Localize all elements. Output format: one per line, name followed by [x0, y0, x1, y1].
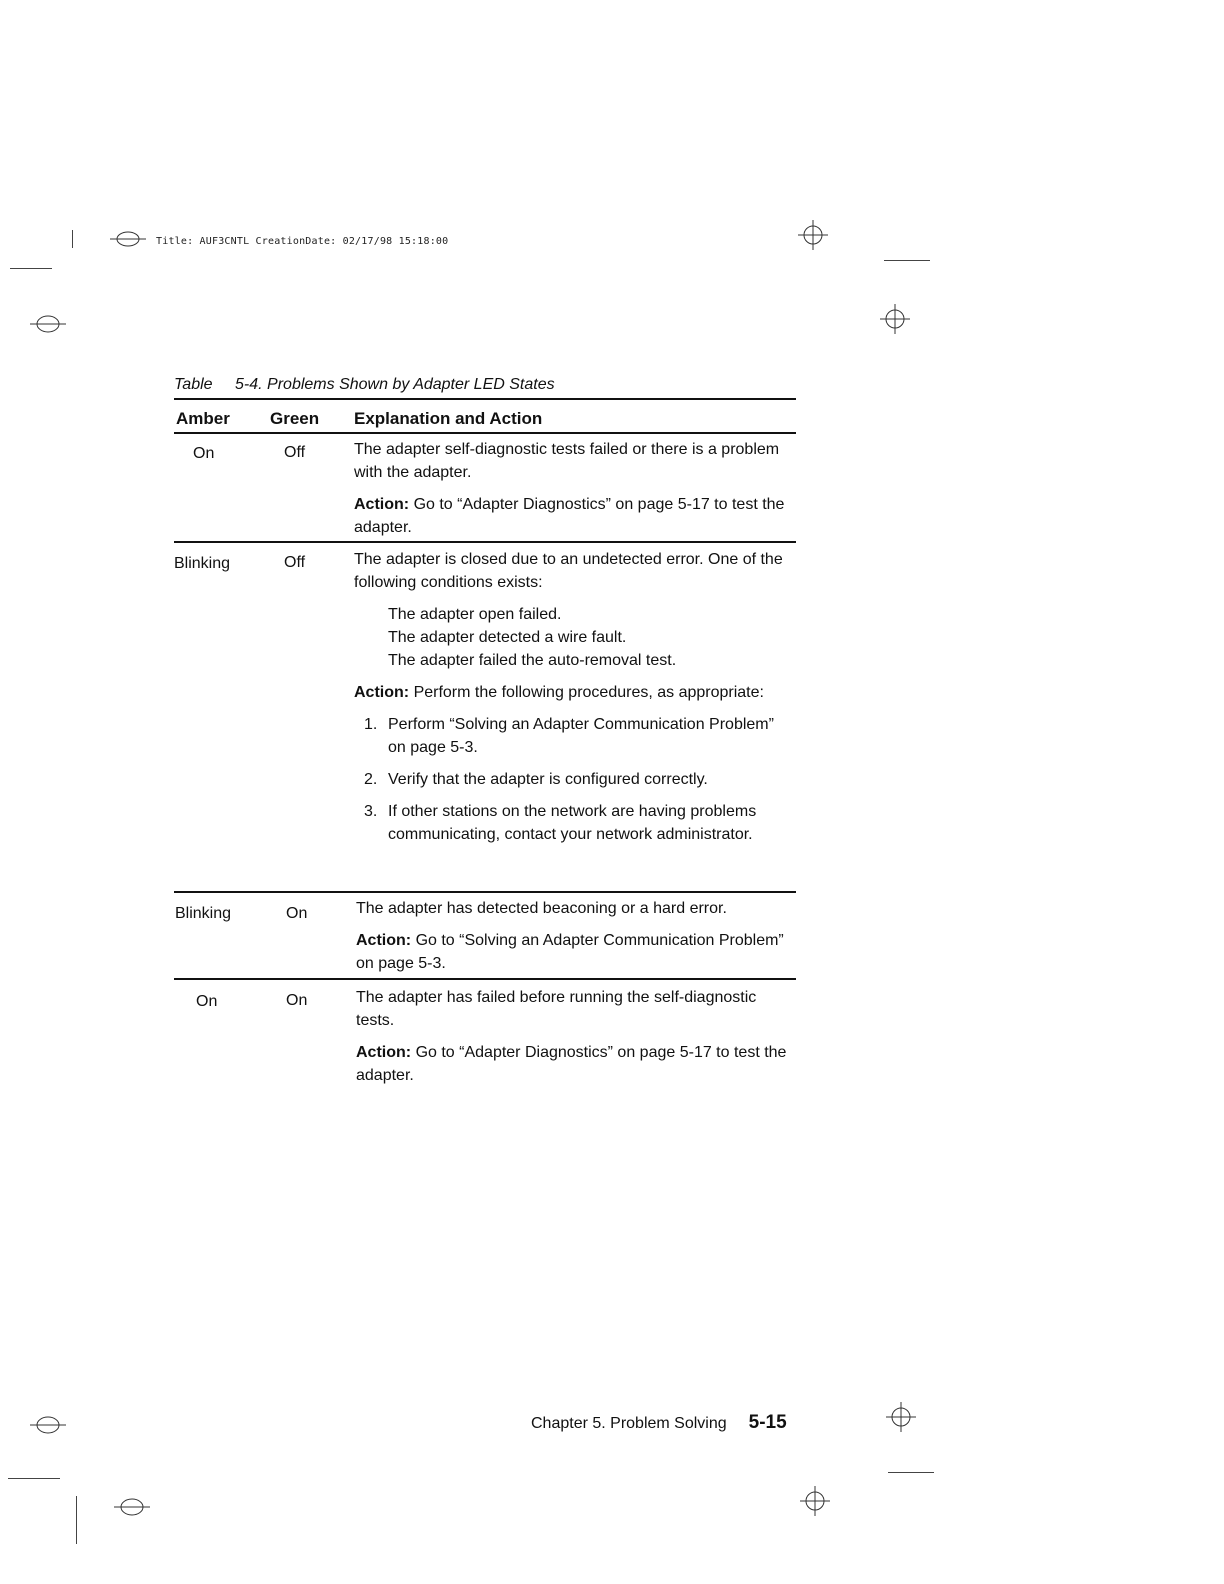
- caption-number: 5-4.: [235, 376, 263, 393]
- procedure-list: [354, 713, 794, 846]
- crop-mark-line: [8, 1478, 60, 1479]
- row-3-amber: Blinking: [175, 905, 232, 922]
- row-2-amber: Blinking: [174, 555, 231, 572]
- registration-mark-icon: [798, 1484, 832, 1518]
- action-label: Action:: [356, 932, 412, 949]
- row-2-green: Off: [284, 554, 306, 571]
- step-text: Perform “Solving an Adapter Communication Problem” on page 5-3.: [388, 716, 774, 756]
- action-text: Go to “Solving an Adapter Communication Problem” on page 5-3.: [356, 932, 784, 972]
- column-header-green: Green: [270, 409, 320, 428]
- row-2-explanation: [354, 548, 794, 855]
- list-item: [354, 713, 794, 759]
- row-1-green: Off: [284, 444, 306, 461]
- row-1-action: [354, 493, 794, 539]
- row-3-explanation: [356, 897, 796, 984]
- caption-title: Problems Shown by Adapter LED States: [267, 376, 555, 393]
- action-text: Go to “Adapter Diagnostics” on page 5-17 to test the adapter.: [356, 1044, 787, 1084]
- table-caption: [174, 376, 555, 394]
- step-text: Verify that the adapter is configured correctly.: [388, 771, 708, 788]
- step-number: 3.: [364, 803, 378, 820]
- chapter-title: Chapter 5. Problem Solving: [531, 1415, 727, 1432]
- column-header-explanation: Explanation and Action: [354, 409, 543, 428]
- row-1-amber: On: [193, 445, 215, 462]
- print-header: Title: AUF3CNTL CreationDate: 02/17/98 15:18:00: [156, 236, 449, 247]
- step-number: 2.: [364, 771, 378, 788]
- registration-mark-icon: [878, 302, 912, 336]
- list-item: [354, 800, 794, 846]
- crop-mark-line: [72, 230, 73, 248]
- action-label: Action:: [354, 496, 410, 513]
- caption-label: Table: [174, 376, 213, 393]
- step-number: 1.: [364, 716, 378, 733]
- action-text: Perform the following procedures, as appropriate:: [413, 684, 764, 701]
- action-label: Action:: [354, 684, 410, 701]
- row-2-action: [354, 681, 794, 704]
- registration-mark-icon: [28, 1412, 68, 1438]
- condition-list: [388, 603, 794, 672]
- step-text: If other stations on the network are having problems communicating, contact your network administrator.: [388, 803, 757, 843]
- condition-item: The adapter failed the auto-removal test.: [388, 652, 677, 669]
- crop-mark-line: [884, 260, 930, 261]
- row-divider: [174, 891, 796, 893]
- row-2-text: The adapter is closed due to an undetected error. One of the following conditions exists:: [354, 551, 783, 591]
- registration-mark-icon: [112, 1494, 152, 1520]
- column-header-amber: Amber: [176, 409, 230, 428]
- row-3-action: [356, 929, 796, 975]
- action-text: Go to “Adapter Diagnostics” on page 5-17 to test the adapter.: [354, 496, 785, 536]
- condition-item: The adapter open failed.: [388, 606, 562, 623]
- row-3-green: On: [286, 905, 308, 922]
- page-footer: [531, 1412, 787, 1434]
- table-top-rule: [174, 398, 796, 400]
- row-3-text: The adapter has detected beaconing or a hard error.: [356, 900, 727, 917]
- row-4-amber: On: [196, 993, 218, 1010]
- crop-mark-line: [888, 1472, 934, 1473]
- registration-mark-icon: [884, 1400, 918, 1434]
- action-label: Action:: [356, 1044, 412, 1061]
- row-4-action: [356, 1041, 796, 1087]
- row-4-explanation: [356, 986, 796, 1096]
- row-4-green: On: [286, 992, 308, 1009]
- page-number: 5-15: [748, 1412, 787, 1433]
- registration-mark-icon: [108, 228, 148, 250]
- header-rule: [174, 432, 796, 434]
- row-4-text: The adapter has failed before running the self-diagnostic tests.: [356, 989, 757, 1029]
- condition-item: The adapter detected a wire fault.: [388, 629, 627, 646]
- row-1-explanation: [354, 438, 794, 548]
- crop-mark-line: [10, 268, 52, 269]
- crop-mark-line: [76, 1496, 77, 1544]
- row-1-text: The adapter self-diagnostic tests failed or there is a problem with the adapter.: [354, 441, 780, 481]
- registration-mark-icon: [28, 312, 68, 336]
- list-item: [354, 768, 794, 791]
- registration-mark-icon: [796, 218, 830, 252]
